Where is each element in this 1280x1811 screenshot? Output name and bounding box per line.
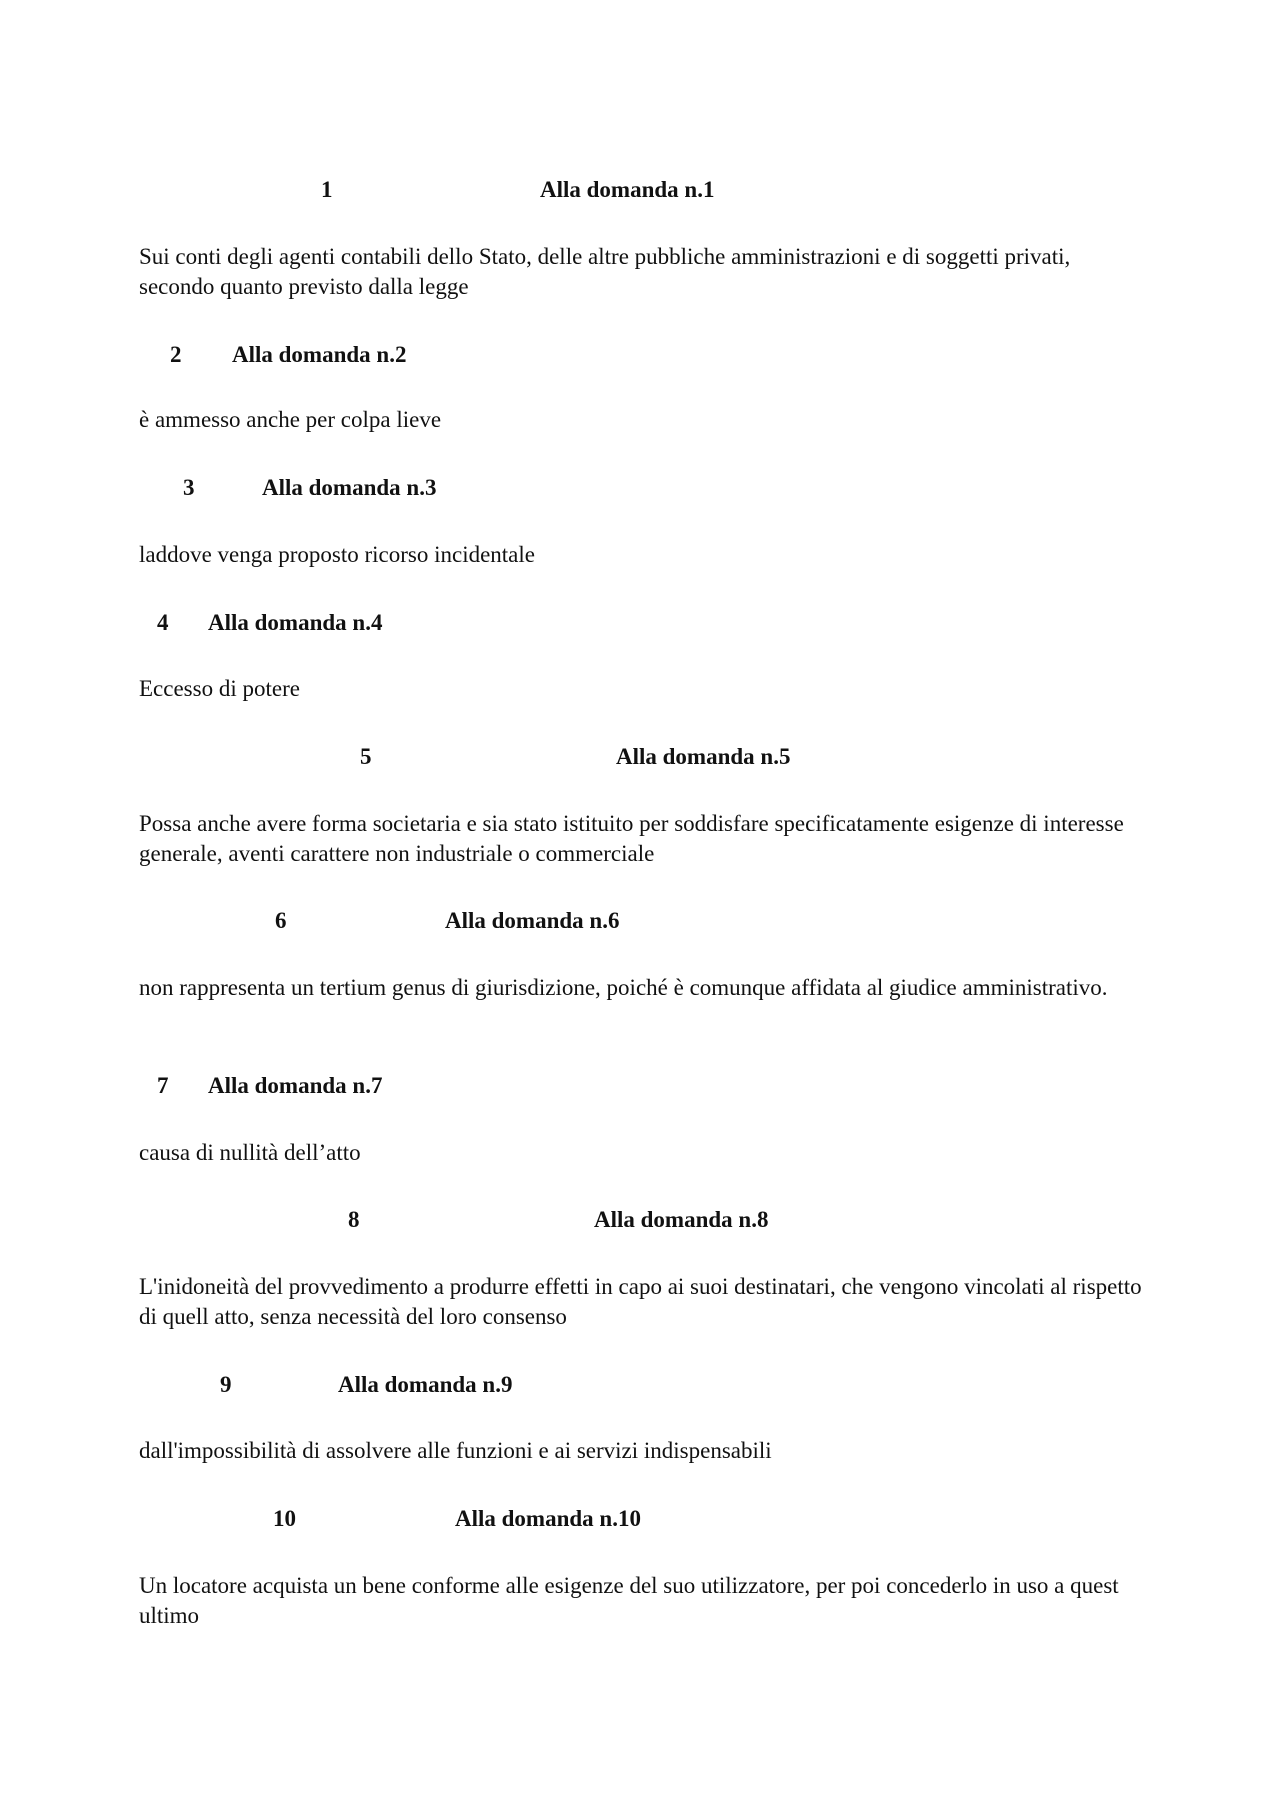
question-number: 8 xyxy=(348,1207,360,1232)
question-heading-7 xyxy=(0,1071,1280,1101)
question-heading-9 xyxy=(0,1370,1280,1400)
question-heading-5 xyxy=(0,742,1280,772)
question-label: Alla domanda n.9 xyxy=(338,1372,513,1397)
question-label: Alla domanda n.10 xyxy=(455,1506,641,1531)
question-label: Alla domanda n.2 xyxy=(232,342,407,367)
question-number: 2 xyxy=(170,342,182,367)
answer-text-6: non rappresenta un tertium genus di giurisdizione, poiché è comunque affidata al giudice amministrativo. xyxy=(139,975,1108,1000)
question-label: Alla domanda n.8 xyxy=(594,1207,769,1232)
question-heading-6 xyxy=(0,906,1280,936)
question-number: 3 xyxy=(183,475,195,500)
question-number: 1 xyxy=(321,177,333,202)
question-heading-8 xyxy=(0,1205,1280,1235)
question-label: Alla domanda n.7 xyxy=(208,1073,383,1098)
question-label: Alla domanda n.1 xyxy=(540,177,715,202)
answer-text-5: Possa anche avere forma societaria e sia stato istituito per soddisfare specificatamente esigenze di interesse generale, aventi carattere non industriale o commerciale xyxy=(139,811,1124,866)
answer-text-7: causa di nullità dell’atto xyxy=(139,1140,361,1165)
question-number: 9 xyxy=(220,1372,232,1397)
answer-text-9: dall'impossibilità di assolvere alle funzioni e ai servizi indispensabili xyxy=(139,1438,772,1463)
answer-text-10: Un locatore acquista un bene conforme alle esigenze del suo utilizzatore, per poi concederlo in uso a quest ultimo xyxy=(139,1573,1119,1628)
question-heading-4 xyxy=(0,608,1280,638)
answer-text-2: è ammesso anche per colpa lieve xyxy=(139,407,442,432)
question-heading-1 xyxy=(0,175,1280,205)
question-label: Alla domanda n.4 xyxy=(208,610,383,635)
question-number: 5 xyxy=(360,744,372,769)
question-number: 10 xyxy=(273,1506,296,1531)
answer-text-4: Eccesso di potere xyxy=(139,676,300,701)
answer-text-1: Sui conti degli agenti contabili dello Stato, delle altre pubbliche amministrazioni e di soggetti privati, secondo quanto previsto dalla legge xyxy=(139,244,1071,299)
question-number: 6 xyxy=(275,908,287,933)
question-heading-10 xyxy=(0,1504,1280,1534)
question-label: Alla domanda n.3 xyxy=(262,475,437,500)
answer-text-8: L'inidoneità del provvedimento a produrre effetti in capo ai suoi destinatari, che vengono vincolati al rispetto di quell atto, senza necessità del loro consenso xyxy=(139,1274,1142,1329)
question-heading-2 xyxy=(0,340,1280,370)
question-number: 4 xyxy=(157,610,169,635)
question-number: 7 xyxy=(157,1073,169,1098)
question-label: Alla domanda n.5 xyxy=(616,744,791,769)
question-label: Alla domanda n.6 xyxy=(445,908,620,933)
answer-text-3: laddove venga proposto ricorso incidentale xyxy=(139,542,535,567)
question-heading-3 xyxy=(0,473,1280,503)
